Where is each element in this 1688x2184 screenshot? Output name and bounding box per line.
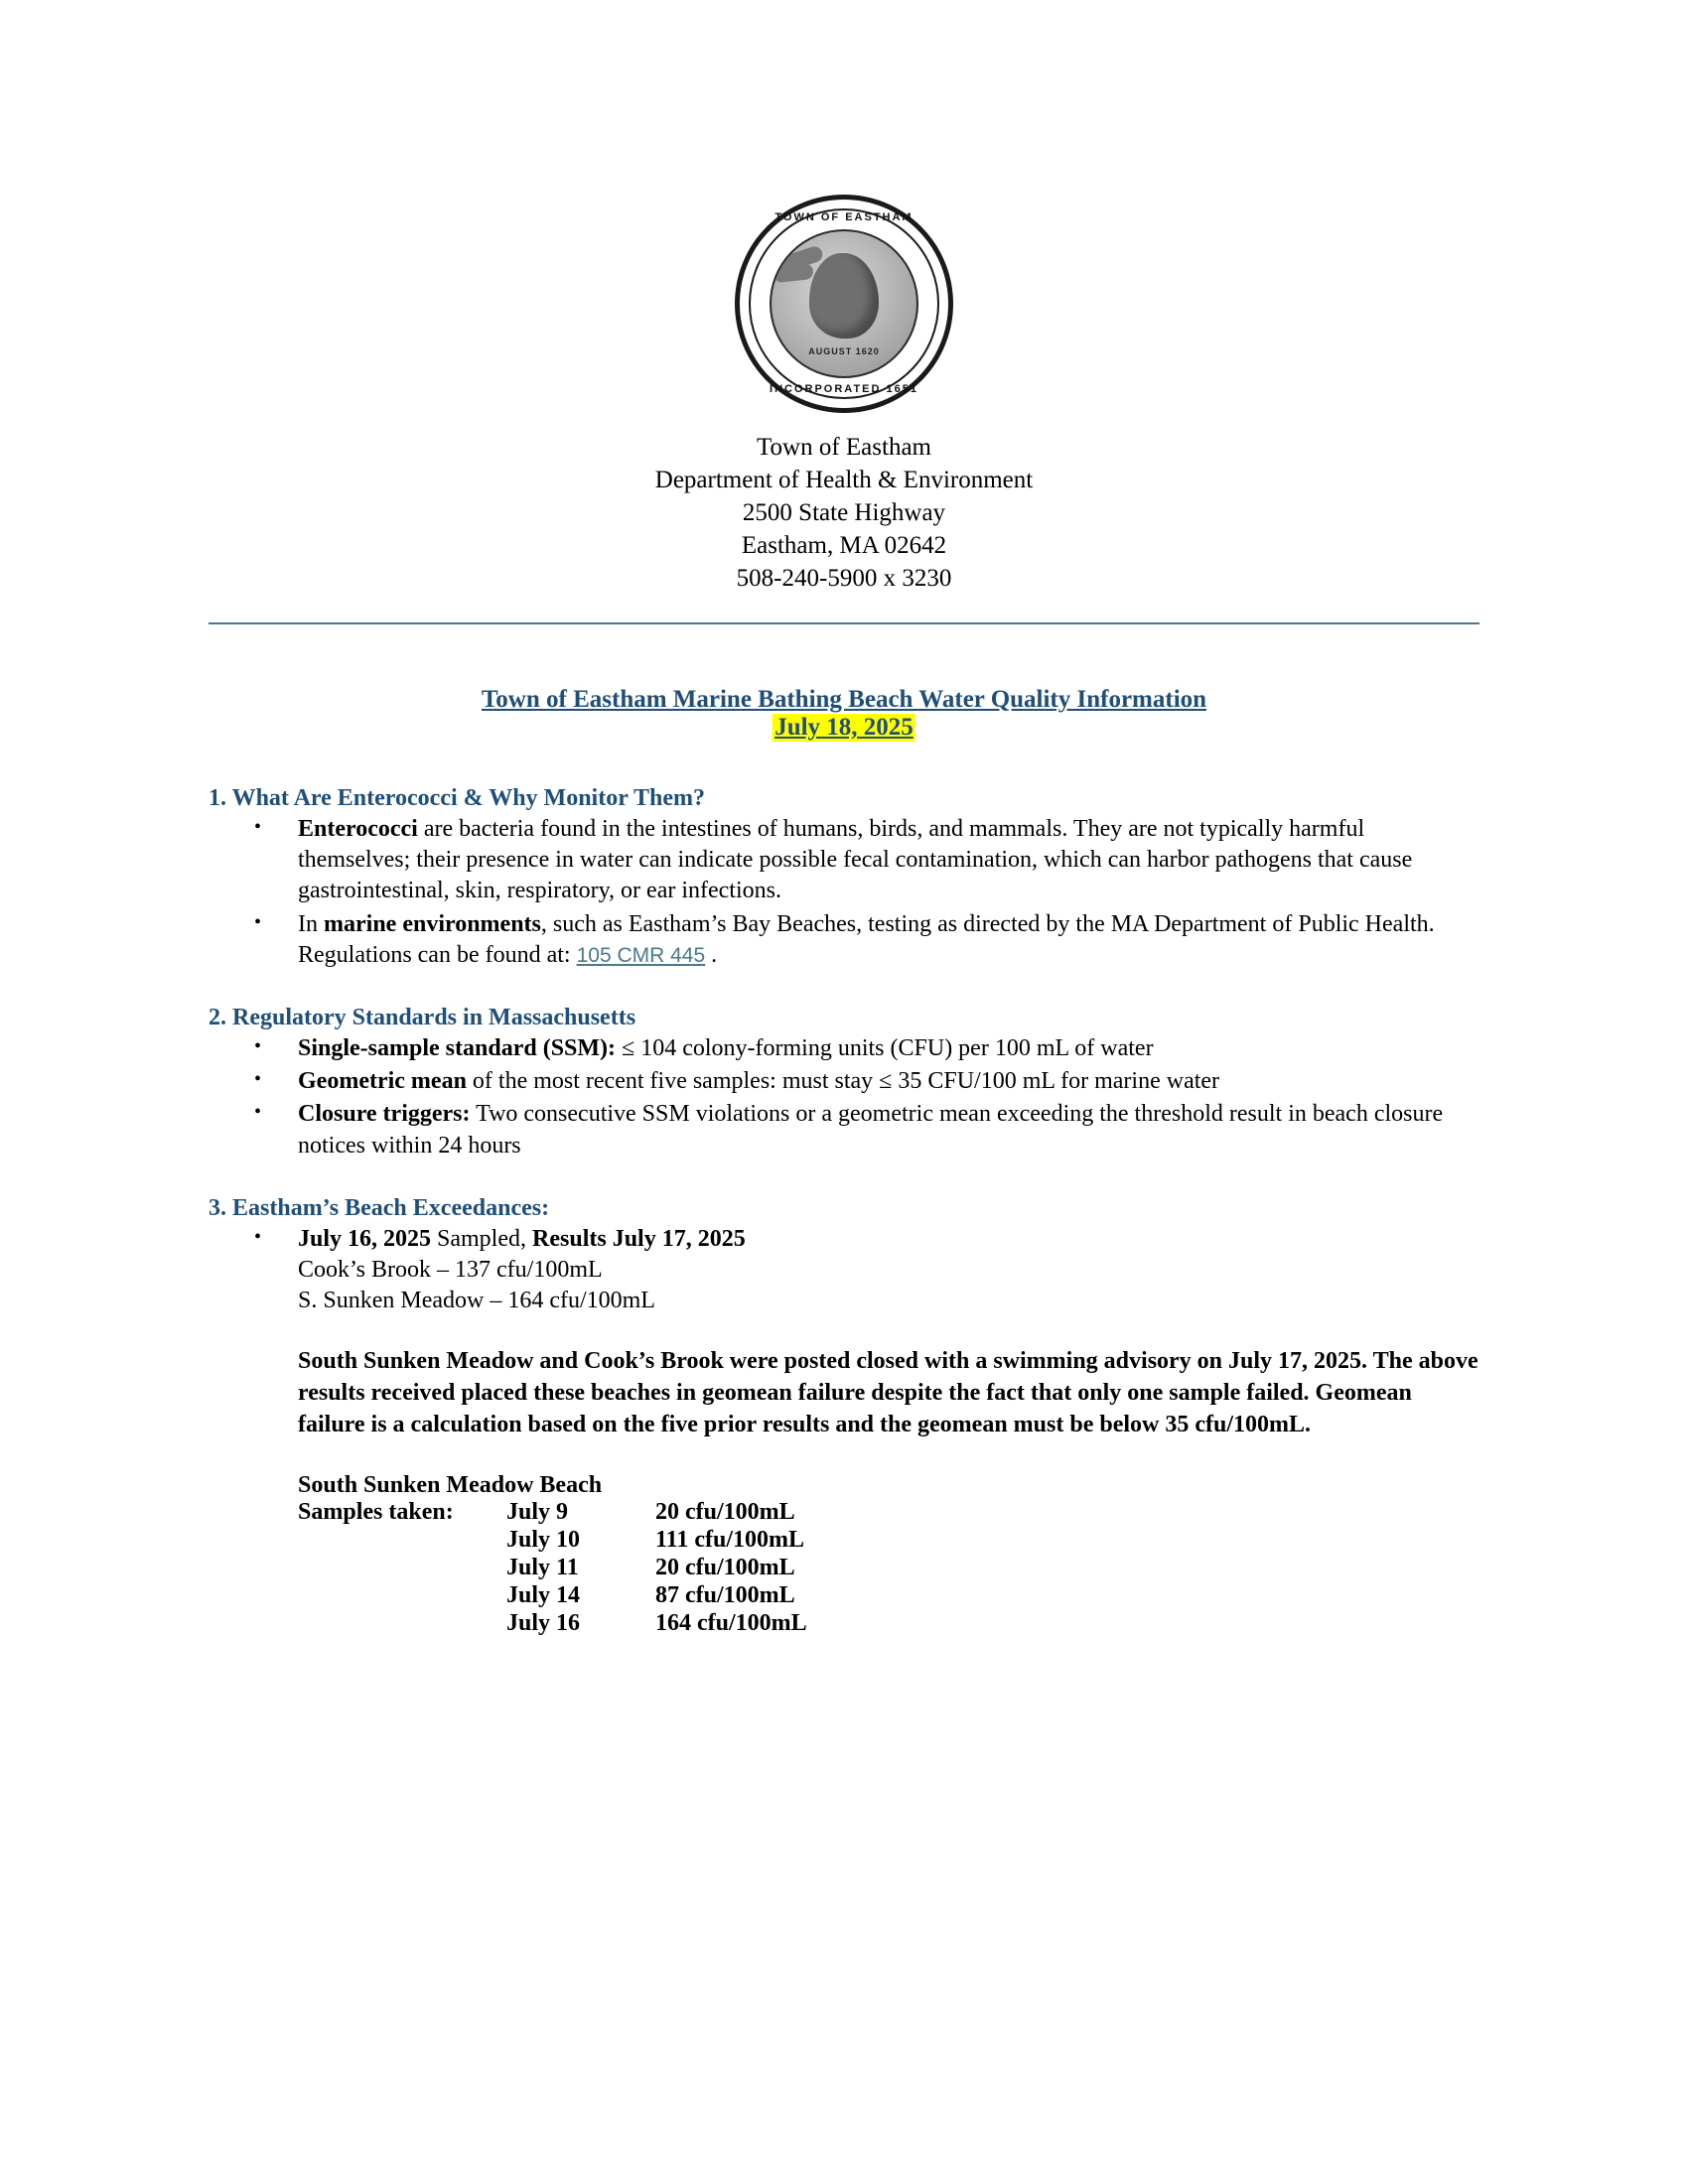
section-3-heading: 3. Eastham’s Beach Exceedances:	[209, 1194, 550, 1221]
result-line-sunken-meadow: S. Sunken Meadow – 164 cfu/100mL	[298, 1288, 655, 1314]
sample-date-cell: July 16	[506, 1610, 581, 1637]
bullet-text: Two consecutive SSM violations or a geometric mean exceeding the threshold result in beach closure notices within 24 hours	[298, 1101, 1444, 1159]
list-item	[254, 814, 1479, 907]
samples-table	[298, 1499, 807, 1638]
samples-spacer	[298, 1555, 506, 1582]
page-title-line-1: Town of Eastham Marine Bathing Beach Water Quality Information	[481, 686, 1207, 713]
bullet-lead: marine environments	[324, 910, 541, 937]
bullet-text: , such as Eastham’s Bay Beaches, testing as directed by the MA Department of Public Health. Regulations can be found at:	[298, 910, 1435, 968]
section-2-bullets	[254, 1033, 1479, 1161]
sample-date: July 16, 2025	[298, 1225, 432, 1252]
page-title-date: July 18, 2025	[774, 714, 914, 741]
seal-mid-text: AUGUST 1620	[808, 346, 880, 356]
results-date: Results July 17, 2025	[532, 1225, 746, 1252]
sample-value-cell: 164 cfu/100mL	[655, 1610, 807, 1637]
bullet-lead: Geometric mean	[298, 1068, 467, 1095]
seal-feather-icon-2	[773, 263, 813, 283]
bullet-suffix: .	[705, 941, 718, 968]
bullet-icon: •	[254, 1034, 262, 1057]
bullet-icon: •	[254, 816, 262, 838]
section-1-bullets	[254, 814, 1479, 971]
closure-notice: South Sunken Meadow and Cook’s Brook were posted closed with a swimming advisory on July 17, 2025. The above results received placed these beaches in geomean failure despite the fact that only one sample failed. Geomean failure is a calculation based on the five prior results and the geomean must be below 35 cfu/100mL.	[298, 1348, 1478, 1437]
bullet-text: ≤ 104 colony-forming units (CFU) per 100 mL of water	[616, 1034, 1154, 1061]
section-2-heading: 2. Regulatory Standards in Massachusetts	[209, 1004, 636, 1030]
header-divider	[209, 622, 1479, 624]
seal-top-text: TOWN OF EASTHAM	[774, 211, 914, 223]
bullet-prefix: In	[298, 910, 324, 937]
list-item	[254, 1033, 1479, 1064]
sample-value-cell: 111 cfu/100mL	[655, 1527, 805, 1554]
result-line-cooks-brook: Cook’s Brook – 137 cfu/100mL	[298, 1256, 603, 1283]
letterhead-address	[209, 431, 1479, 595]
table-row	[298, 1610, 807, 1638]
section-3-sample-bullet	[254, 1224, 1479, 1255]
sample-value-cell: 87 cfu/100mL	[655, 1582, 795, 1609]
sample-value-cell: 20 cfu/100mL	[655, 1555, 795, 1581]
bullet-icon: •	[254, 1225, 262, 1248]
bullet-icon: •	[254, 910, 262, 933]
sample-date-cell: July 11	[506, 1555, 579, 1581]
samples-spacer	[298, 1582, 506, 1610]
bullet-lead: Single-sample standard (SSM):	[298, 1034, 617, 1061]
bullet-lead: Closure triggers:	[298, 1101, 471, 1128]
address-line-3: 2500 State Highway	[742, 499, 946, 526]
table-row	[298, 1527, 807, 1555]
sample-date-cell: July 14	[506, 1582, 581, 1609]
sample-mid-text: Sampled,	[431, 1225, 533, 1252]
beach-name-heading: South Sunken Meadow Beach	[298, 1472, 603, 1499]
list-item	[254, 1099, 1479, 1160]
address-line-2: Department of Health & Environment	[654, 467, 1034, 493]
regulation-link[interactable]: 105 CMR 445	[576, 943, 706, 967]
table-row	[298, 1499, 807, 1527]
samples-spacer	[298, 1527, 506, 1555]
list-item	[254, 1224, 1479, 1255]
town-seal-container	[209, 0, 1479, 413]
address-line-5: 508-240-5900 x 3230	[736, 565, 952, 592]
seal-bottom-text: INCORPORATED 1651	[770, 383, 918, 395]
samples-taken-label: Samples taken:	[298, 1499, 454, 1526]
bullet-lead: Enterococci	[298, 816, 418, 842]
page-title	[209, 686, 1479, 742]
seal-profile-head-icon	[809, 253, 879, 339]
address-line-1: Town of Eastham	[757, 434, 931, 461]
sample-date-cell: July 10	[506, 1527, 581, 1554]
section-3-results	[298, 1255, 1479, 1316]
bullet-icon: •	[254, 1101, 262, 1124]
bullet-icon: •	[254, 1068, 262, 1091]
address-line-4: Eastham, MA 02642	[741, 532, 947, 559]
sample-date-cell: July 9	[506, 1499, 569, 1526]
bullet-text: of the most recent five samples: must stay ≤ 35 CFU/100 mL for marine water	[466, 1068, 1220, 1095]
samples-spacer	[298, 1610, 506, 1638]
table-row	[298, 1582, 807, 1610]
list-item	[254, 1066, 1479, 1097]
list-item	[254, 909, 1479, 971]
section-1-heading: 1. What Are Enterococci & Why Monitor Them?	[209, 785, 705, 811]
town-seal-icon	[735, 195, 953, 413]
bullet-text: are bacteria found in the intestines of humans, birds, and mammals. They are not typically harmful themselves; their presence in water can indicate possible fecal contamination, which can harbor pathogens that cause gastrointestinal, skin, respiratory, or ear infections.	[298, 816, 1413, 904]
sample-value-cell: 20 cfu/100mL	[655, 1499, 795, 1526]
table-row	[298, 1555, 807, 1582]
